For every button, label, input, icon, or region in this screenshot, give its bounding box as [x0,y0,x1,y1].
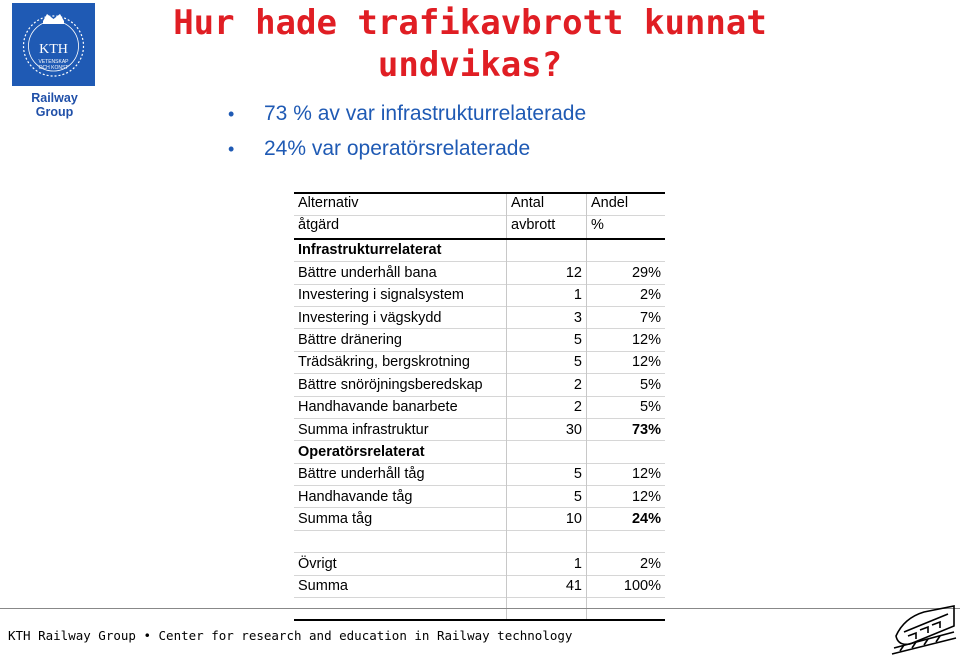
footer-text: KTH Railway Group • Center for research and education in Railway technology [8,628,573,643]
row-share: 12% [631,488,661,505]
row-share: 5% [640,376,661,393]
table-total-row [294,508,665,530]
title-line-2: undvikas? [377,45,563,85]
table-empty-row [294,530,665,552]
row-share: 12% [631,332,661,349]
row-count [507,239,587,262]
row-label: Bättre dränering [294,329,507,351]
table-row [294,486,665,508]
table-row [294,553,665,575]
table-header-row [294,193,665,216]
table-section-row [294,441,665,463]
header-cell: Andel [591,195,629,211]
header-cell: % [591,217,604,234]
row-share: 2% [640,555,661,572]
row-count: 12 [507,262,587,284]
table-row [294,575,665,597]
svg-text:OCH KONST: OCH KONST [38,65,69,71]
row-label: Trädsäkring, bergskrotning [294,351,507,373]
row-count: 10 [507,508,587,530]
train-icon [890,596,958,656]
row-share: 12% [631,354,661,371]
header-cell: Alternativ [294,193,507,216]
row-share: 2% [640,287,661,304]
row-share: 12% [631,466,661,483]
row-share [587,441,666,463]
row-label [294,530,507,552]
row-label: Operatörsrelaterat [294,441,507,463]
row-label: Infrastrukturrelaterat [294,239,507,262]
svg-text:KTH: KTH [39,42,68,57]
row-count: 5 [507,463,587,485]
row-share: 29% [631,264,661,281]
bullet-dot-icon: • [228,104,235,124]
measures-table [294,192,665,621]
bullet-text: 24% var operatörsrelaterade [264,137,531,160]
row-count: 5 [507,486,587,508]
row-label: Bättre underhåll tåg [294,463,507,485]
row-label: Summa infrastruktur [294,418,507,440]
row-share: 24% [631,511,661,528]
row-count: 5 [507,329,587,351]
row-label: Summa [294,575,507,597]
svg-text:VETENSKAP: VETENSKAP [38,59,69,65]
row-count: 1 [507,284,587,306]
footer-divider [0,608,960,609]
header-cell: åtgärd [294,216,507,239]
row-count: 2 [507,396,587,418]
bullet-text: 73 % av var infrastrukturrelaterade [264,102,587,125]
row-count: 30 [507,418,587,440]
table-row [294,329,665,351]
row-label: Bättre snöröjningsberedskap [294,374,507,396]
table-row [294,374,665,396]
row-share [587,239,666,262]
table-row [294,262,665,284]
row-label: Investering i vägskydd [294,306,507,328]
table-row [294,284,665,306]
table-row [294,351,665,373]
row-share: 100% [623,578,661,595]
row-label: Övrigt [294,553,507,575]
title-line-1: Hur hade trafikavbrott kunnat [173,3,767,43]
row-share: 5% [640,399,661,416]
row-share: 7% [640,309,661,326]
row-count: 2 [507,374,587,396]
row-share: 73% [631,421,661,438]
row-share [587,530,666,552]
row-count [507,530,587,552]
bullet-item [228,135,586,170]
row-label: Investering i signalsystem [294,284,507,306]
org-name: Railway Group [31,91,78,119]
row-label: Summa tåg [294,508,507,530]
table-row [294,306,665,328]
row-count: 41 [507,575,587,597]
row-count: 1 [507,553,587,575]
row-count: 3 [507,306,587,328]
bullet-item [228,100,586,135]
kth-logo [12,3,95,86]
header-cell: avbrott [507,216,587,239]
bullet-list [228,100,586,170]
table-section-row [294,239,665,262]
row-count [507,441,587,463]
table-total-row [294,418,665,440]
row-label: Handhavande banarbete [294,396,507,418]
row-count: 5 [507,351,587,373]
table-header-row [294,216,665,239]
row-label: Handhavande tåg [294,486,507,508]
bullet-dot-icon: • [228,139,235,159]
header-cell: Antal [507,193,587,216]
table-row [294,463,665,485]
page-title [110,2,830,86]
kth-crest-icon [12,3,95,86]
row-label: Bättre underhåll bana [294,262,507,284]
table-row [294,396,665,418]
